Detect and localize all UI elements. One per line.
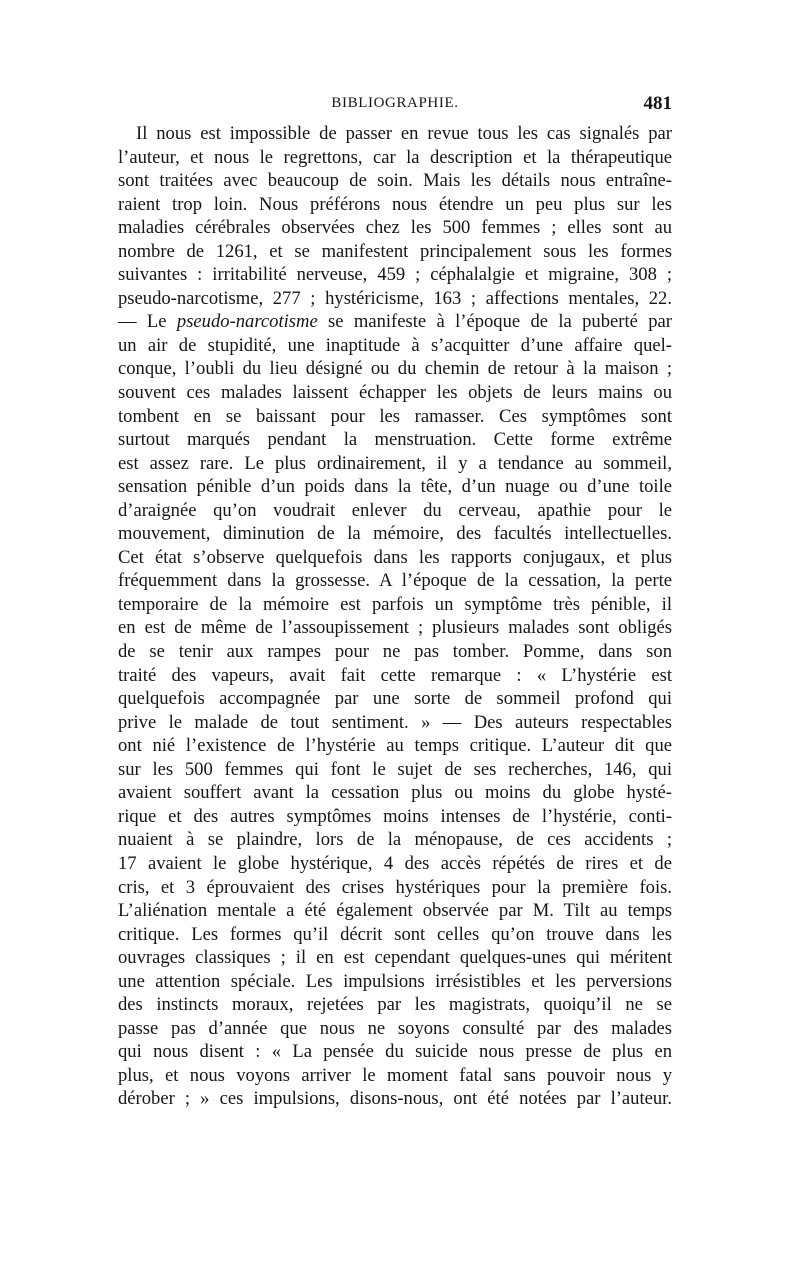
page-number: 481 <box>643 93 672 114</box>
text-line: rique et des autres symptômes moins intenses de l’hystérie, conti- <box>118 805 672 827</box>
text-line: en est de même de l’assoupissement ; plusieurs malades sont obligés <box>118 617 672 639</box>
text-line: 17 avaient le globe hystérique, 4 des accès répétés de rires et de <box>118 852 672 874</box>
text-line: L’aliénation mentale a été également observée par M. Tilt au temps <box>118 900 672 922</box>
text-line: conque, l’oubli du lieu désigné ou du chemin de retour à la maison ; <box>118 358 672 380</box>
text-line: avaient souffert avant la cessation plus ou moins du globe hysté- <box>118 782 672 804</box>
text-line: d’araignée qu’on voudrait enlever du cerveau, apathie pour le <box>118 499 672 521</box>
text-line: dérober ; » ces impulsions, disons-nous, ont été notées par l’auteur. <box>118 1088 672 1110</box>
text-line: un air de stupidité, une inaptitude à s’acquitter d’une affaire quel- <box>118 334 672 356</box>
text-line: une attention spéciale. Les impulsions irrésistibles et les perversions <box>118 970 672 992</box>
text-line: — Le pseudo-narcotisme se manifeste à l’époque de la puberté par <box>118 311 672 333</box>
running-title: BIBLIOGRAPHIE. <box>331 95 459 111</box>
text-line: est assez rare. Le plus ordinairement, il y a tendance au sommeil, <box>118 452 672 474</box>
text-line: suivantes : irritabilité nerveuse, 459 ; céphalalgie et migraine, 308 ; <box>118 264 672 286</box>
text-line: souvent ces malades laissent échapper les objets de leurs mains ou <box>118 382 672 404</box>
text-line: temporaire de la mémoire est parfois un symptôme très pénible, il <box>118 593 672 615</box>
text-line: plus, et nous voyons arriver le moment fatal sans pouvoir nous y <box>118 1064 672 1086</box>
text-line: fréquemment dans la grossesse. A l’époque de la cessation, la perte <box>118 570 672 592</box>
text-line: critique. Les formes qu’il décrit sont celles qu’on trouve dans les <box>118 923 672 945</box>
text-line: quelquefois accompagnée par une sorte de sommeil profond qui <box>118 688 672 710</box>
text-line: sensation pénible d’un poids dans la tête, d’un nuage ou d’une toile <box>118 476 672 498</box>
text-line: nombre de 1261, et se manifestent principalement sous les formes <box>118 240 672 262</box>
text-line: prive le malade de tout sentiment. » — Des auteurs respectables <box>118 711 672 733</box>
text-line: qui nous disent : « La pensée du suicide nous presse de plus en <box>118 1041 672 1063</box>
text-line: tombent en se baissant pour les ramasser. Ces symptômes sont <box>118 405 672 427</box>
text-line: raient trop loin. Nous préférons nous étendre un peu plus sur les <box>118 193 672 215</box>
text-line: ouvrages classiques ; il en est cependant quelques-unes qui méritent <box>118 947 672 969</box>
text-line: cris, et 3 éprouvaient des crises hystériques pour la première fois. <box>118 876 672 898</box>
text-line: maladies cérébrales observées chez les 500 femmes ; elles sont au <box>118 217 672 239</box>
text-line: traité des vapeurs, avait fait cette remarque : « L’hystérie est <box>118 664 672 686</box>
text-line: pseudo-narcotisme, 277 ; hystéricisme, 163 ; affections mentales, 22. <box>118 287 672 309</box>
text-line: Il nous est impossible de passer en revue tous les cas signalés par <box>136 123 672 144</box>
text-line: ont nié l’existence de l’hystérie au temps critique. L’auteur dit que <box>118 735 672 757</box>
text-line: passe pas d’année que nous ne soyons consulté par des malades <box>118 1017 672 1039</box>
text-line: mouvement, diminution de la mémoire, des facultés intellectuelles. <box>118 523 672 545</box>
text-line: sont traitées avec beaucoup de soin. Mais les détails nous entraîne- <box>118 170 672 192</box>
italic-term: pseudo-narcotisme <box>176 311 318 333</box>
text-line: Cet état s’observe quelquefois dans les rapports conjugaux, et plus <box>118 546 672 568</box>
text-line: surtout marqués pendant la menstruation. Cette forme extrême <box>118 429 672 451</box>
body-text <box>118 122 672 1111</box>
text-line: de se tenir aux rampes pour ne pas tomber. Pomme, dans son <box>118 641 672 663</box>
text-line: l’auteur, et nous le regrettons, car la description et la thérapeutique <box>118 146 672 168</box>
text-line: nuaient à se plaindre, lors de la ménopause, de ces accidents ; <box>118 829 672 851</box>
text-line: des instincts moraux, rejetées par les magistrats, quoiqu’il ne se <box>118 994 672 1016</box>
text-line: sur les 500 femmes qui font le sujet de ses recherches, 146, qui <box>118 758 672 780</box>
running-head <box>118 93 672 117</box>
